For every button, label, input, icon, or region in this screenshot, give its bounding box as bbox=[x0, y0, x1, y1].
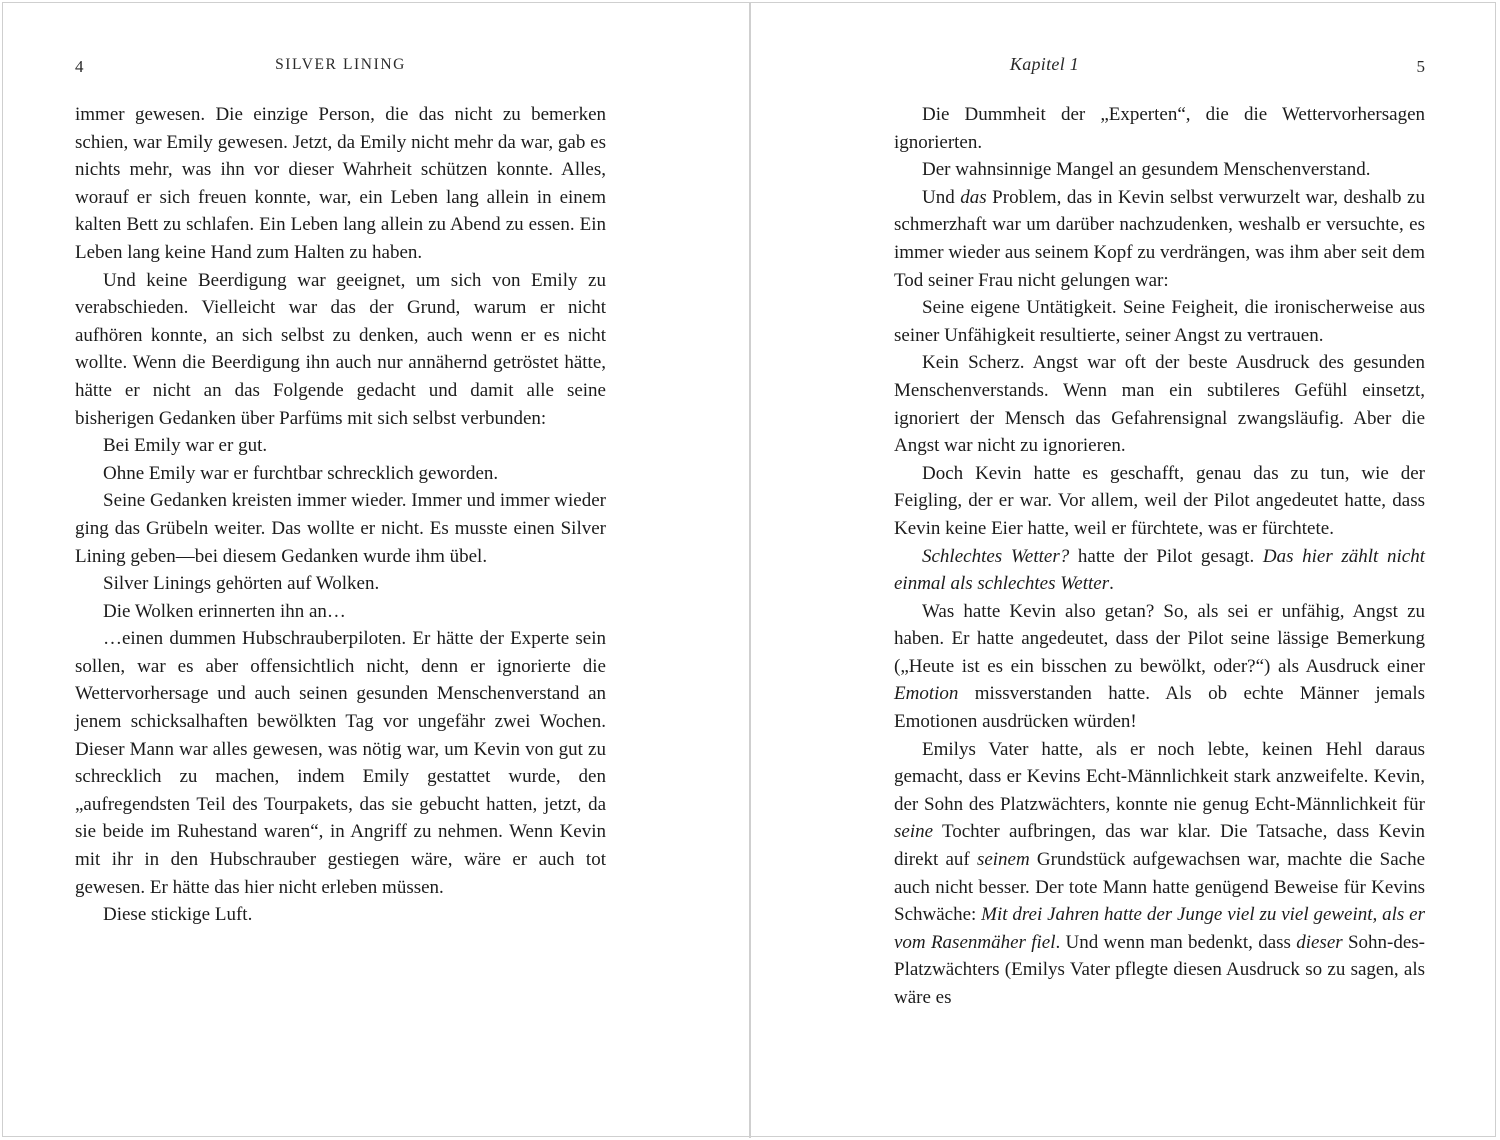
paragraph bbox=[894, 184, 1425, 294]
text-run: hatte der Pilot gesagt. bbox=[1069, 545, 1263, 567]
text-run: Problem, das in Kevin selbst verwurzelt war, deshalb zu schmerzhaft war um darüber nachzudenken, weshalb er versuchte, es immer wieder aus seinem Kopf zu verdrängen, was ihm aber seit dem Tod seiner Frau nicht gelungen war: bbox=[894, 186, 1425, 291]
running-head-book-title: SILVER LINING bbox=[275, 56, 406, 73]
paragraph bbox=[894, 598, 1425, 736]
paragraph: Diese stickige Luft. bbox=[103, 904, 253, 926]
paragraph: Bei Emily war er gut. bbox=[103, 435, 268, 457]
right-page bbox=[894, 0, 1425, 1140]
paragraph: Kein Scherz. Angst war oft der beste Ausdruck des gesunden Menschenverstands. Wenn man ein subtileres Gefühl einsetzt, ignoriert der Mensch das Gefahrensignal zwangsläufig. Aber die Angst war nicht zu ignorieren. bbox=[894, 352, 1425, 457]
emphasis: seine bbox=[894, 821, 934, 843]
left-page bbox=[75, 0, 606, 1140]
text-run: Grundstück aufgewachsen war, machte die Sache auch nicht besser. Der tote Mann hatte genügend Beweise für Kevins Schwäche: bbox=[894, 849, 1425, 926]
emphasis: Emotion bbox=[894, 683, 959, 705]
paragraph: Ohne Emily war er furchtbar schrecklich geworden. bbox=[103, 462, 499, 484]
text-run: Emilys Vater hatte, als er noch lebte, keinen Hehl daraus gemacht, dass er Kevins Echt-Männlichkeit stark anzweifelte. Kevin, der Sohn des Platzwächters, konnte nie genug Echt-Männlichkeit für bbox=[894, 738, 1425, 815]
paragraph bbox=[894, 736, 1425, 1012]
paragraph: Seine eigene Untätigkeit. Seine Feigheit, die ironischerweise aus seiner Unfähigkeit resultierte, seiner Angst zu vertrauen. bbox=[894, 297, 1425, 346]
right-page-body bbox=[894, 101, 1425, 1012]
paragraph: immer gewesen. Die einzige Person, die das nicht zu bemerken schien, war Emily gewesen. Jetzt, da Emily nicht mehr da war, gab es nichts mehr, was ihn vor dieser Wahrheit schützen konnte. Alles, worauf er sich freuen konnte, war, ein Leben lang allein in einem kalten Bett zu schlafen. Ein Leben lang allein zu Abend zu essen. Ein Leben lang keine Hand zum Halten zu haben. bbox=[75, 104, 606, 263]
right-page-header bbox=[894, 53, 1425, 83]
paragraph bbox=[894, 543, 1425, 598]
text-run: Und bbox=[922, 186, 961, 208]
paragraph: Seine Gedanken kreisten immer wieder. Immer und immer wieder ging das Grübeln weiter. Das wollte er nicht. Es musste einen Silver Lining geben—bei diesem Gedanken wurde ihm übel. bbox=[75, 490, 606, 567]
emphasis: Schlechtes Wetter? bbox=[922, 545, 1070, 567]
paragraph: Der wahnsinnige Mangel an gesundem Menschenverstand. bbox=[922, 159, 1371, 181]
page-number: 4 bbox=[75, 57, 84, 76]
page-gutter bbox=[749, 2, 751, 1138]
paragraph: Die Wolken erinnerten ihn an… bbox=[103, 600, 346, 622]
text-run: Was hatte Kevin also getan? So, als sei er unfähig, Angst zu haben. Er hatte angedeutet, dass der Pilot seine lässige Bemerkung („Heute ist es ein bisschen zu bewölkt, oder?“) als Ausdruck einer bbox=[894, 600, 1425, 677]
paragraph: …einen dummen Hubschrauberpiloten. Er hätte der Experte sein sollen, war es aber offensichtlich nicht, denn er ignorierte die Wettervorhersage und auch seinen gesunden Menschenverstand an jenem schicksalhaften bewölkten Tag vor ungefähr zwei Wochen. Dieser Mann war alles gewesen, was nötig war, um Kevin von gut zu schrecklich zu machen, indem Emily gestattet wurde, den „aufregendsten Teil des Tourpakets, das sie gebucht hatten, jetzt, da sie beide im Ruhestand waren“, in Angriff zu nehmen. Wenn Kevin mit ihr in den Hubschrauber gestiegen wäre, wäre er auch tot gewesen. Er hätte das hier nicht erleben müssen. bbox=[75, 628, 606, 898]
page-number: 5 bbox=[1416, 57, 1425, 76]
text-run: . bbox=[1109, 573, 1114, 595]
left-page-body bbox=[75, 101, 606, 929]
paragraph: Die Dummheit der „Experten“, die die Wettervorhersagen ignorierten. bbox=[894, 104, 1425, 153]
emphasis: Mit drei Jahren hatte der Junge viel zu viel geweint, als er vom Rasenmäher fiel bbox=[894, 904, 1425, 953]
emphasis: Das hier zählt nicht einmal als schlechtes Wetter bbox=[894, 545, 1425, 595]
text-run: Sohn-des-Platzwächters (Emilys Vater pflegte diesen Ausdruck so zu sagen, als wäre es bbox=[894, 931, 1425, 1008]
left-page-header bbox=[75, 53, 606, 83]
paragraph: Und keine Beerdigung war geeignet, um sich von Emily zu verabschieden. Vielleicht war das der Grund, warum er nicht aufhören konnte, an sich selbst zu denken, auch wenn er es nicht wollte. Wenn die Beerdigung ihn auch nur annähernd getröstet hätte, hätte er nicht an das Folgende gedacht und damit alle seine bisherigen Gedanken über Parfüms mit sich selbst verbunden: bbox=[75, 269, 606, 429]
paragraph: Doch Kevin hatte es geschafft, genau das zu tun, wie der Feigling, der er war. Vor allem, weil der Pilot angedeutet hatte, dass Kevin keine Eier hatte, weil er fürchtete, was er fürchtete. bbox=[894, 462, 1425, 539]
text-run: missverstanden hatte. Als ob echte Männer jemals Emotionen ausdrücken würden! bbox=[894, 683, 1425, 733]
emphasis: dieser bbox=[1296, 931, 1343, 953]
text-run: . Und wenn man bedenkt, dass bbox=[1055, 931, 1297, 953]
running-head-chapter: Kapitel 1 bbox=[1009, 54, 1080, 74]
emphasis: das bbox=[960, 186, 987, 208]
text-run: Tochter aufbringen, das war klar. Die Tatsache, dass Kevin direkt auf bbox=[894, 821, 1425, 871]
paragraph: Silver Linings gehörten auf Wolken. bbox=[103, 573, 380, 595]
emphasis: seinem bbox=[976, 849, 1030, 871]
